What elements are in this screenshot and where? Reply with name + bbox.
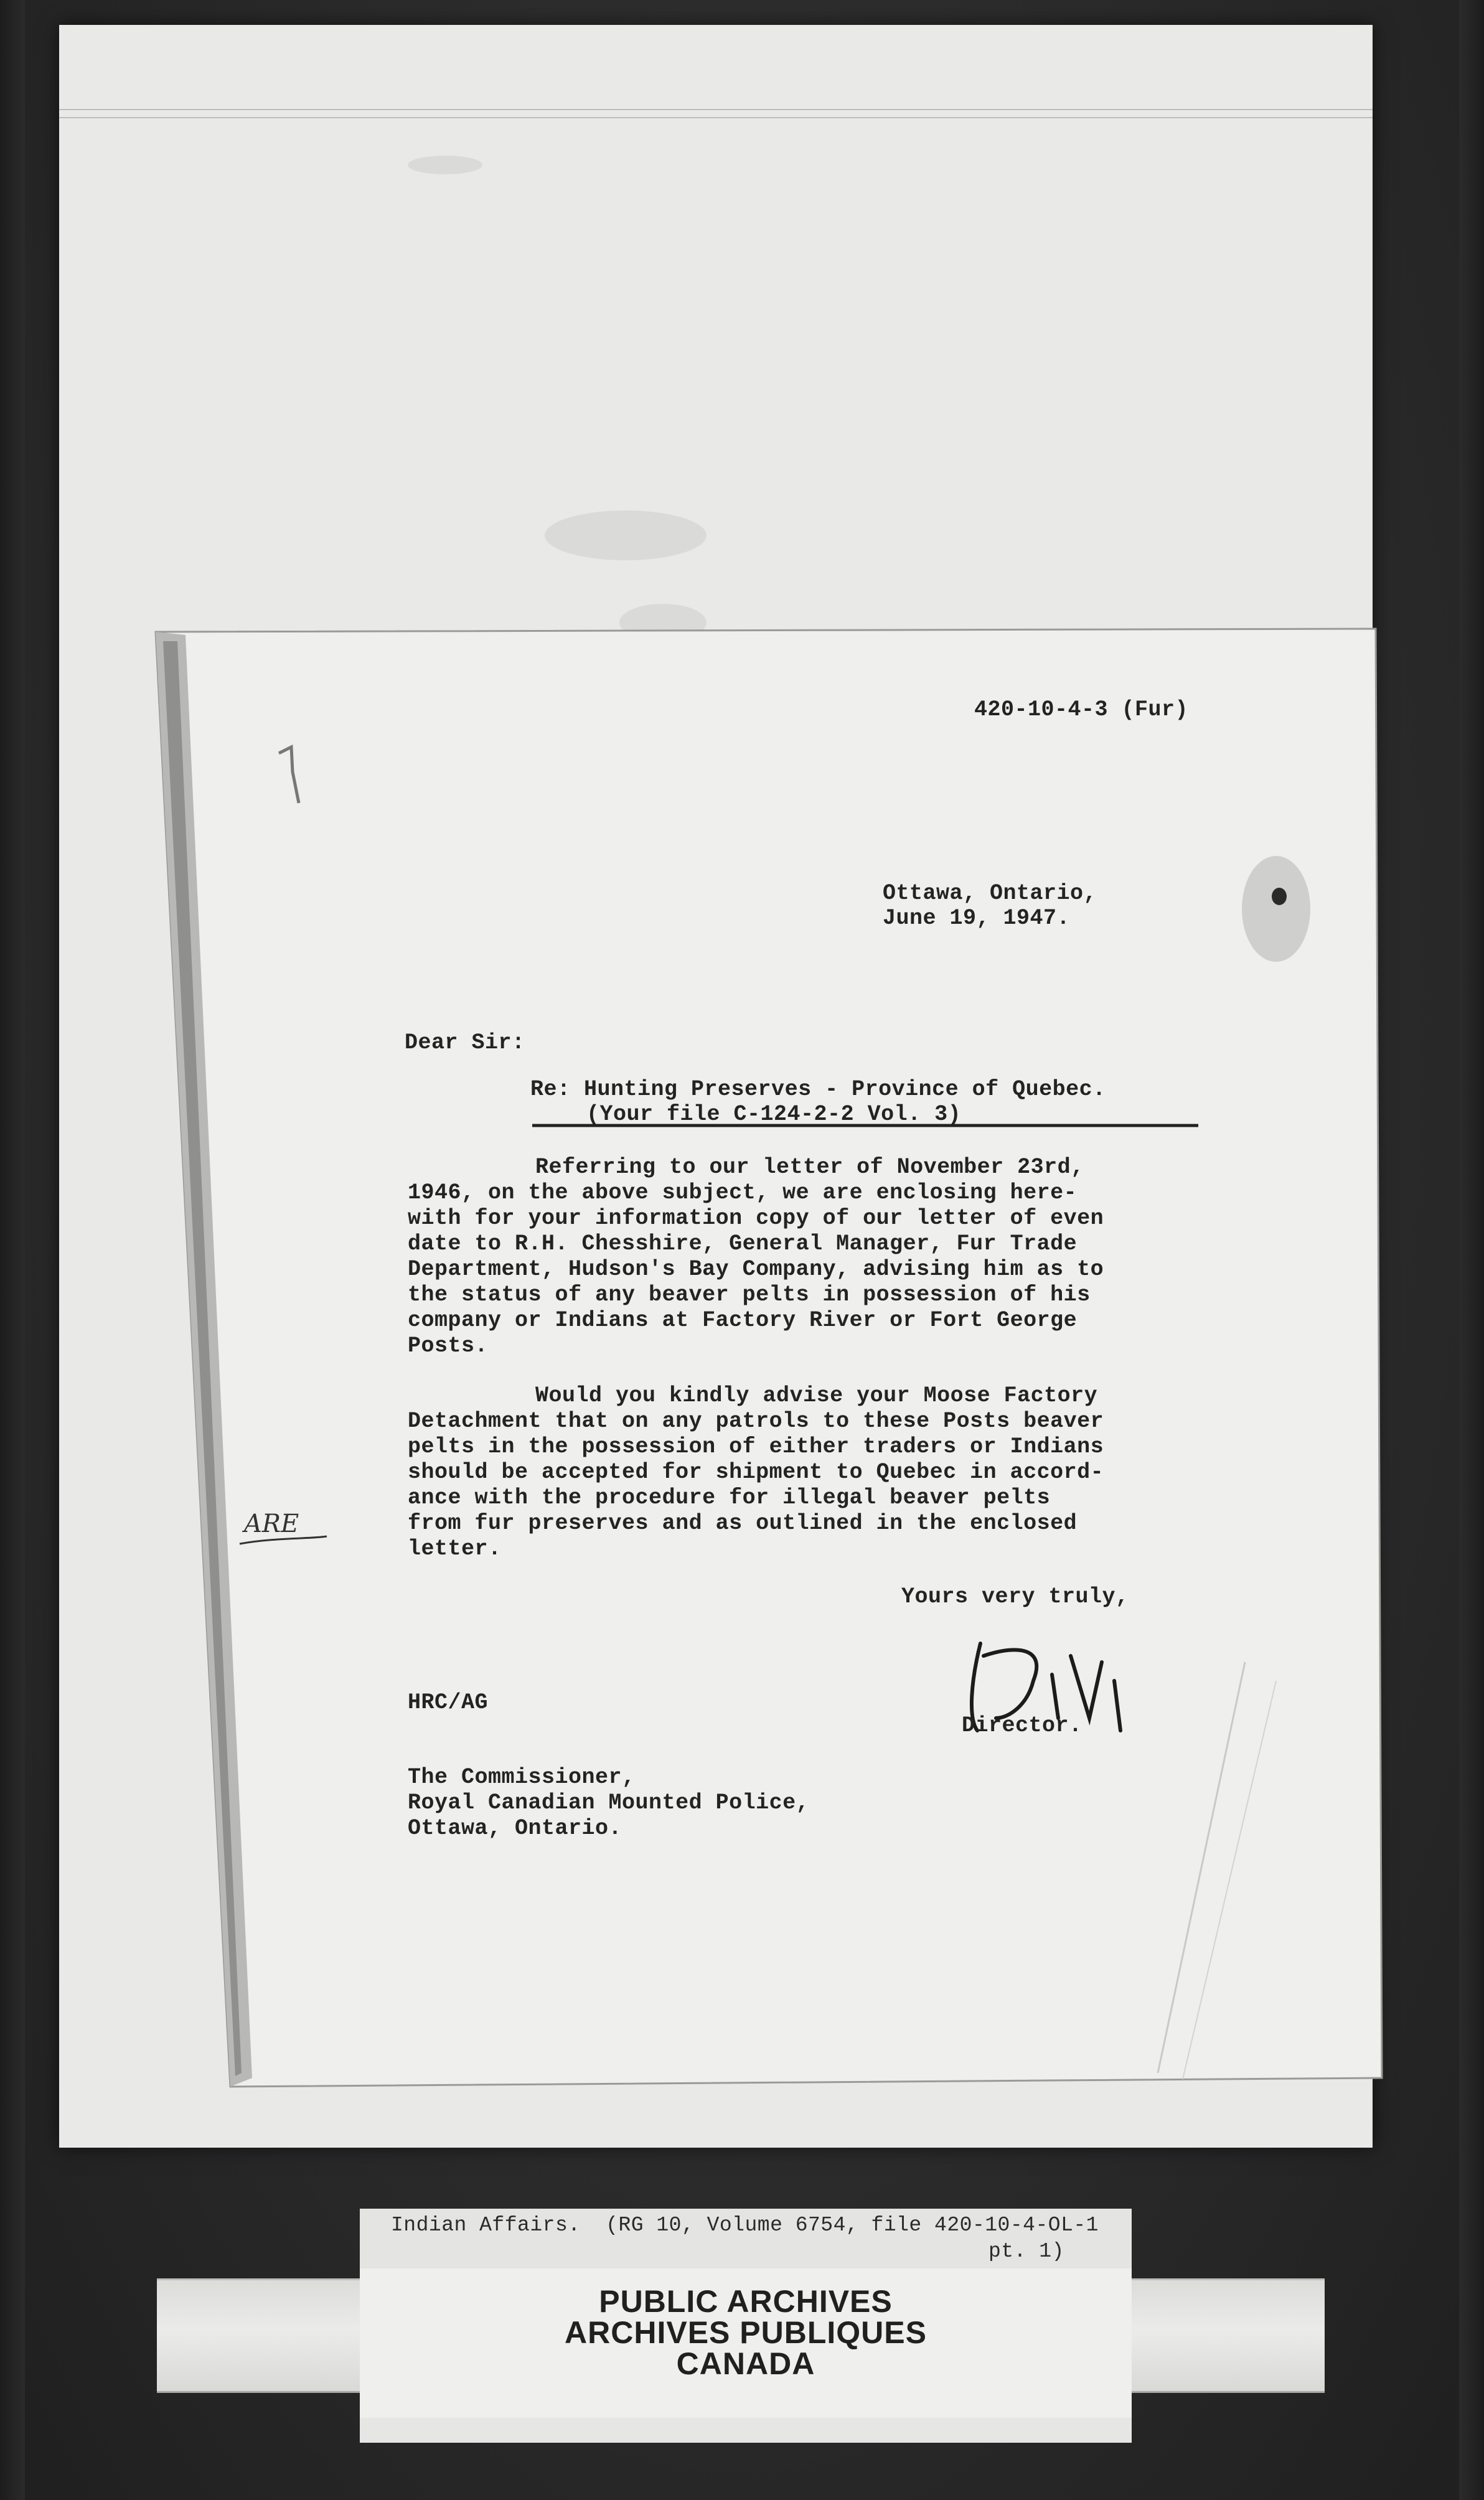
subject-file: (Your file C-124-2-2 Vol. 3): [586, 1102, 962, 1127]
file-reference: 420-10-4-3 (Fur): [974, 697, 1189, 722]
archive-stamp-line: CANADA: [676, 2346, 815, 2381]
subject-line: Re: Hunting Preserves - Province of Quebec.: [530, 1077, 1106, 1102]
paragraph-line: company or Indians at Factory River or Fort George: [408, 1308, 1078, 1333]
paragraph-line: with for your information copy of our letter of even: [408, 1206, 1104, 1231]
paragraph-line: ance with the procedure for illegal beaver pelts: [408, 1485, 1051, 1510]
archive-stamp-line: PUBLIC ARCHIVES: [599, 2284, 893, 2319]
letter-date: June 19, 1947.: [883, 906, 1071, 931]
paragraph-line: letter.: [408, 1536, 502, 1561]
recipient-line: Ottawa, Ontario.: [408, 1816, 622, 1841]
paragraph-line: date to R.H. Chesshire, General Manager, Fur Trade: [408, 1231, 1078, 1256]
letter-place: Ottawa, Ontario,: [883, 881, 1097, 906]
paragraph-line: pelts in the possession of either traders or Indians: [408, 1434, 1104, 1459]
paragraph-line: from fur preserves and as outlined in the enclosed: [408, 1511, 1078, 1536]
paragraph-line: the status of any beaver pelts in possession of his: [408, 1282, 1091, 1307]
paragraph-line: 1946, on the above subject, we are enclosing here-: [408, 1180, 1078, 1205]
margin-initials: ARE: [244, 1510, 299, 1538]
paragraph-line: Detachment that on any patrols to these Posts beaver: [408, 1409, 1104, 1434]
closing: Yours very truly,: [901, 1584, 1129, 1609]
paragraph-line: Department, Hudson's Bay Company, advising him as to: [408, 1257, 1104, 1282]
recipient-line: Royal Canadian Mounted Police,: [408, 1790, 810, 1815]
archive-source-line: Indian Affairs. (RG 10, Volume 6754, file 420-10-4-OL-1: [391, 2214, 1099, 2237]
archive-source-line: pt. 1): [989, 2240, 1064, 2263]
archive-stamp-line: ARCHIVES PUBLIQUES: [565, 2315, 927, 2350]
archive-source-label: [360, 2209, 1132, 2268]
signature-title: Director.: [962, 1713, 1082, 1738]
archive-label-base: [360, 2418, 1132, 2443]
typist-initials: HRC/AG: [408, 1690, 489, 1715]
paragraph-line: Referring to our letter of November 23rd,: [535, 1155, 1084, 1180]
paragraph-line: should be accepted for shipment to Quebec in accord-: [408, 1460, 1104, 1485]
paragraph-line: Posts.: [408, 1333, 489, 1358]
paragraph-line: Would you kindly advise your Moose Factory: [535, 1383, 1098, 1408]
recipient-line: The Commissioner,: [408, 1765, 636, 1790]
salutation: Dear Sir:: [405, 1030, 525, 1055]
